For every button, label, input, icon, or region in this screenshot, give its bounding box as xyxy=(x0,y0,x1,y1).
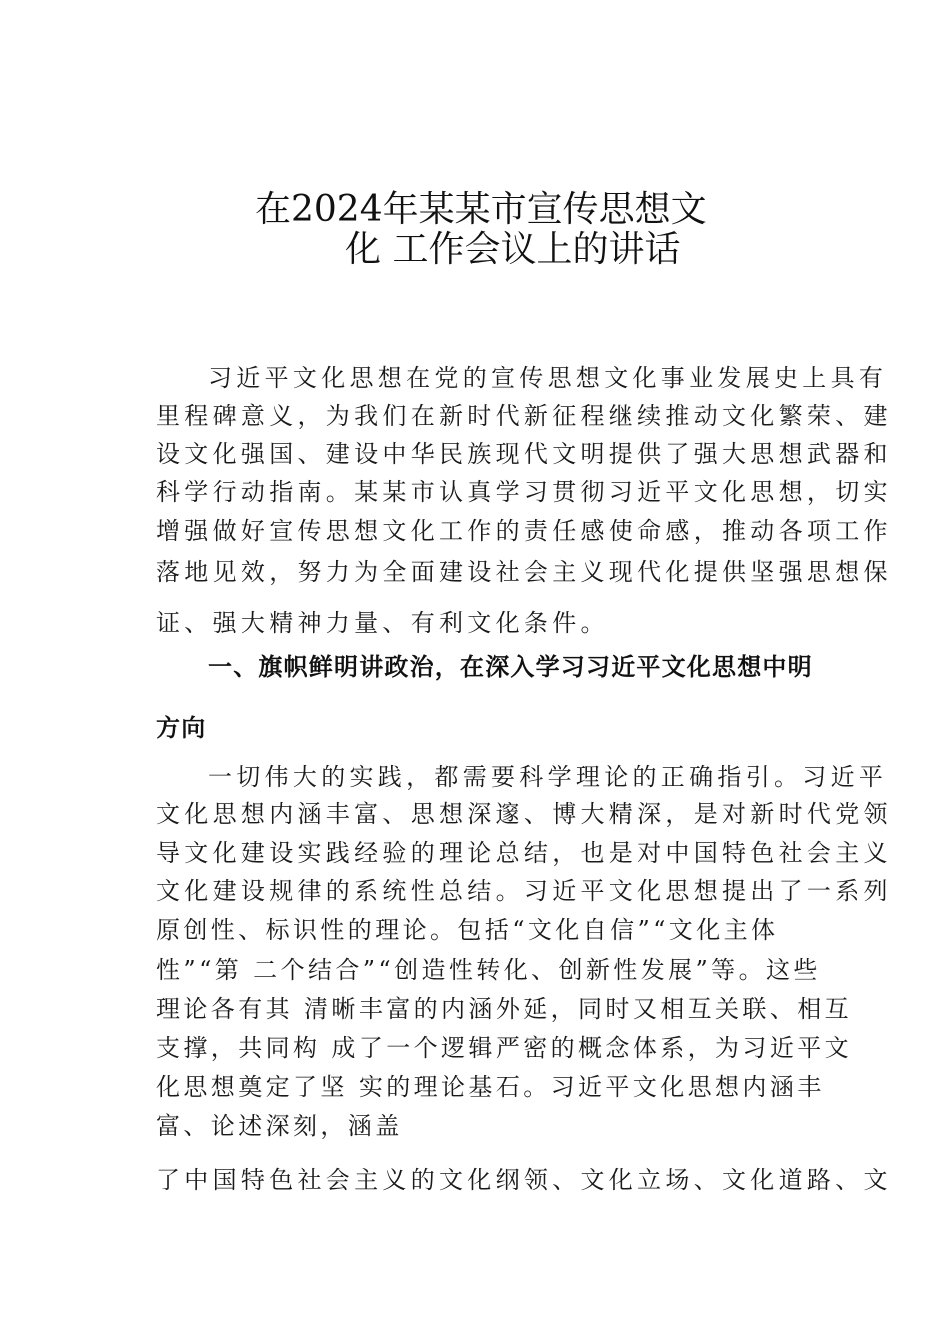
paragraph-line: 里程碑意义，为我们在新时代新征程继续推动文化繁荣、建 xyxy=(156,402,892,430)
paragraph-line: 原创性、标识性的理论。包括“文化自信”“文化主体 xyxy=(156,916,779,944)
paragraph-line: 设文化强国、建设中华民族现代文明提供了强大思想武器和 xyxy=(156,440,892,468)
paragraph-line: 证、强大精神力量、有利文化条件。 xyxy=(156,609,609,637)
paragraph-line: 富、论述深刻，涵盖 xyxy=(156,1112,403,1140)
section-heading-line: 方向 xyxy=(156,714,207,742)
paragraph-line: 导文化建设实践经验的理论总结，也是对中国特色社会主义 xyxy=(156,839,892,867)
paragraph-line: 增强做好宣传思想文化工作的责任感使命感，推动各项工作 xyxy=(156,517,892,545)
paragraph-line: 了中国特色社会主义的文化纲领、文化立场、文化道路、文 xyxy=(156,1166,892,1194)
document-title-line-2: 化 工作会议上的讲话 xyxy=(345,229,681,270)
paragraph-line: 科学行动指南。某某市认真学习贯彻习近平文化思想，切实 xyxy=(156,478,892,506)
paragraph-line: 落地见效，努力为全面建设社会主义现代化提供坚强思想保 xyxy=(156,558,892,586)
paragraph-line: 化思想奠定了坚 实的理论基石。习近平文化思想内涵丰 xyxy=(156,1073,825,1101)
section-heading-line: 一、旗帜鲜明讲政治，在深入学习习近平文化思想中明 xyxy=(208,653,813,681)
paragraph-line: 性”“第 二个结合”“创造性转化、创新性发展”等。这些 xyxy=(156,956,821,984)
paragraph-line: 文化建设规律的系统性总结。习近平文化思想提出了一系列 xyxy=(156,877,892,905)
paragraph-line: 支撑，共同构 成了一个逻辑严密的概念体系，为习近平文 xyxy=(156,1034,853,1062)
paragraph-line: 一切伟大的实践，都需要科学理论的正确指引。习近平 xyxy=(208,763,888,791)
paragraph-line: 理论各有其 清晰丰富的内涵外延，同时又相互关联、相互 xyxy=(156,995,853,1023)
paragraph-line: 习近平文化思想在党的宣传思想文化事业发展史上具有 xyxy=(208,364,888,392)
paragraph-line: 文化思想内涵丰富、思想深邃、博大精深，是对新时代党领 xyxy=(156,800,892,828)
document-title-line-1: 在2024年某某市宣传思想文 xyxy=(255,189,707,230)
